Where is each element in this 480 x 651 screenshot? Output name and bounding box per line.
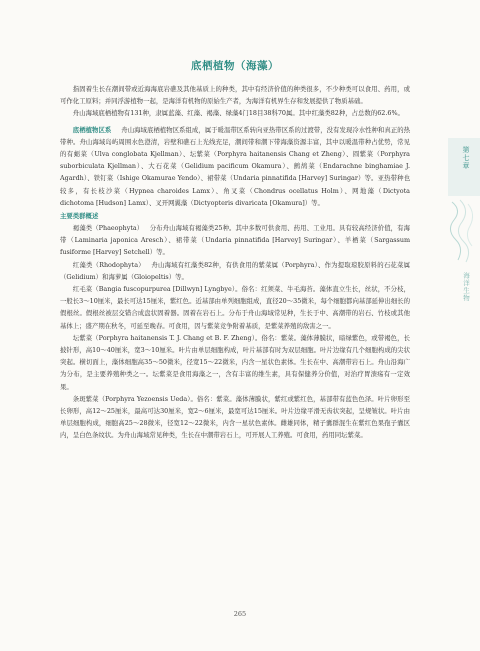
intro-paragraph-2: 舟山海域底栖植物有131种，隶属蓝藻、红藻、褐藻、绿藻4门18目38科70属。其中红藻类82种，占总数的62.6%。 [72, 109, 404, 118]
chapter-label: 第七章 [462, 146, 470, 170]
species-porphyra-yezoensis: 条斑紫菜（Porphyra Yezoensis Ueda）。俗名：紫菜。藻体薄膜状，紫红或紫红色，基部带有蓝色色泽。叶片卵形至长卵形，高12～25厘米，最高可达30厘米，宽2～6厘米，最宽可达15厘米。叶片边缘平滑无齿状突起，呈规皱状。叶片由单层细胞构成，细胞高25～28微米，径宽12～22微米，内含一星状色素体。雌雄同体，精子囊群混生在紫红色果孢子囊区内，呈白色条纹状。为舟山海域常见种类，生长在中潮带岩石上，可开展人工养殖。可食用，药用同坛紫菜。 [60, 394, 410, 440]
section-label: 海洋生物 [462, 272, 470, 302]
group-lead: 红藻类（Rhodophyta） [72, 260, 145, 269]
chapter-sidebar [446, 0, 480, 651]
intro-paragraph-1: 指固着生长在潮间带或近海海底岩礁及其他基质上的种类，其中有经济价值的种类很多，不少种类可以食用、药用，或可作化工原料；并同浮游植物一起，是海洋有机物的原始生产者，为海洋有机界生存和发展提供了物质基础。 [60, 85, 410, 106]
species-porphyra-haitanensis: 坛紫菜（Porphyra haitanensis T. J. Chang et B. F. Zheng）。俗名：紫菜。藻体薄膜状，暗绿紫色，或带褐色，长披针形，高10～40厘米，宽3～10厘米。叶片由单层细胞构成，叶片基部有时为双层细胞。叶片边缘有几个细胞构成的尖状突起。横切面上，藻体细胞高35～50微米，径宽15～22微米，内含一星状色素体。生长在中、高潮带岩石上。舟山沿海广为分布，是主要养殖种类之一。坛紫菜是食用海藻之一，含有丰富的维生素，具有保健养分价值，对治疗胃溃疡有一定效果。 [60, 333, 410, 391]
group-paragraph-phaeophyta [60, 222, 410, 259]
group-text: 分布舟山海域有褐藻类25种。其中多数可供食用、药用、工业用。具有较高经济价值，有海带（Laminaria japonica Aresch）、裙带菜（Undaria pinnatifida [Harvey] Suringar）、羊栖菜（Sargassum fusiforme [Harvey] Setchell）等。 [60, 224, 410, 257]
group-text: 舟山海域有红藻类82种，有供食用的紫菜属（Porphyra）、作为提取琼胶原料的石花菜属（Gelidium）和海萝属（Gloiopeltis）等。 [60, 260, 410, 281]
wave-decoration-icon [448, 196, 478, 266]
group-lead: 褐藻类（Phaeophyta） [72, 224, 144, 233]
page-title: 底栖植物（海藻） [191, 60, 279, 72]
region-paragraph [60, 124, 410, 209]
region-lead: 底栖植物区系 [72, 125, 112, 134]
species-bangia: 红毛菜（Bangia fuscopurpurea [Dillwyn] Lyngbye）。俗名：红须菜、牛毛海苔。藻体直立生长，丝状，不分枝，一般长3～10厘米，最长可达15厘米，紫红色。近基部由单列细胞组成，直径20～35微米，每个细胞都向基部延伸出细长的假根丝。假根丝被层交错合成盘状固着器。固着在岩石上。分布于舟山海域常见种，生长于中、高潮带的岩石、竹枝或其他基体上；盛产期在秋冬，可延至晚春。可食用，因与紫菜竞争附着基质，是紫菜养殖的敌害之一。 [60, 285, 410, 330]
page-content [60, 58, 410, 442]
page-number: 265 [233, 610, 247, 618]
group-paragraph-rhodophyta [60, 259, 410, 283]
groups-heading: 主要类群概述 [60, 212, 99, 221]
region-text: 舟山海域底栖植物区系组成，属于暖温带区系转向亚热带区系的过渡带，没有发现冷水性种和真正的热带种。舟山海域岛屿周围水色澄清，岩壁和礁石上光线充足，潮间带和潮下带海藻资源丰富，其中以暖温带种占优势，常见的有蛎菜（Ulva conglobata Kjellman）、坛紫菜（Porphyra haitanensis Chang et Zheng）、圆紫菜（Porphyra suborbiculata Kjellman）、大石花菜（Gelidium pacificum Okamura）、鹧鸪菜（Endarachne binghamiae J. Agardh）、铁钉菜（Ishige Okamurae Yendo）、裙带菜（Undaria pinnatifida [Harvey] Suringar）等。亚热带种也较多，有长枝沙菜（Hypnea charoides Lamx）、角叉菜（Chondrus ocellatus Holm）、网地藻（Dictyota dichotoma [Hudson] Lamx）、叉开网翼藻（Dictyopteris divaricata [Okamura]）等。 [60, 125, 411, 207]
